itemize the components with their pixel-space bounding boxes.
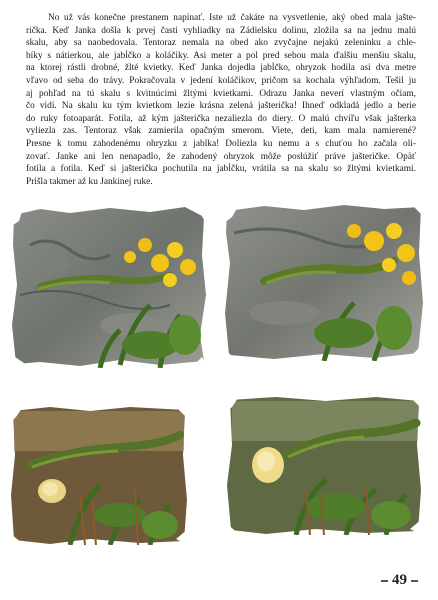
page-number-dash-left (381, 580, 388, 582)
photo-lizard-apple-1 (10, 405, 188, 545)
article-line: aj pohľad na tú skalu s kvitnúcimi žltými kvietkami. Odrazu Janka neverí vlastným očiam, (26, 88, 416, 99)
article-line: do ruky fotoaparát. Fotila, až kým jašterička nezaliezla do diery. O malú chvíľu však jašterka (26, 113, 416, 124)
article-line: fotila a fotila. Keď si jašterička pochutila na jabĺčku, vrátila sa na skalu so žltými kvietkami. (26, 164, 416, 175)
article-line: na ktorej rástli drobné, žlté kvietky. Keď Janka dojedla jabĺčko, ohryzok hodila asi dva metre (26, 63, 416, 74)
article-line: skalu, aby sa naobedovala. Tentoraz nemala na obed ako zvyčajne nejakú zeleninku a chle- (26, 38, 416, 49)
photo-lizard-apple-2 (226, 395, 422, 535)
page-number-dash-right (411, 580, 418, 582)
article-line: No už vás konečne prestanem napínať. Iste už čakáte na vysvetlenie, aký obed mala jašte- (48, 13, 416, 23)
article-line: vyliezla zas. Tentoraz však zamierila opačným smerom. Viete, deti, kam mala namierené? (26, 126, 416, 137)
lizard-on-rock-with-yellow-flowers-photo (224, 203, 424, 361)
article-text (26, 12, 416, 188)
lizard-eating-apple-core-photo (10, 405, 188, 545)
page-number-value: 49 (392, 572, 407, 588)
article-line: zovať. Janke ani len nenapadlo, že zahodený ohryzok môže poslúžiť práve jašteričke. Opäť (26, 151, 416, 162)
lizard-eating-apple-core-photo (226, 395, 422, 535)
article-line: vľavo od seba do trávy. Pokračovala v jedení koláčikov, pričom sa kochala výhľadom. Tešil ju (26, 75, 416, 86)
photo-lizard-flowers-2 (224, 203, 424, 361)
article-line: Presne k tomu zahodenému ohryzku z jablka! Doliezla ku nemu a s chuťou ho začala oli- (26, 138, 416, 149)
page-number (381, 572, 418, 589)
lizard-on-rock-with-yellow-flowers-photo (10, 205, 208, 368)
photo-lizard-flowers-1 (10, 205, 208, 368)
article-line: čo vidí. Na skalu ku tým kvietkom lezie krásna zelená jašterička! Ihneď odkladá jedlo a berie (26, 101, 416, 112)
article-line: rička. Keď Janka došla k prvej časti vyhliadky na Zádielsku dolinu, zložila sa na jednu malú (26, 25, 416, 36)
article-line: Prišla takmer až ku Jankinej ruke. (26, 176, 153, 187)
article-line: bíky s nátierkou, ale jabĺčko a koláčiky. Asi meter a pol pred sebou mala ďalšiu menšiu skalu, (26, 50, 416, 61)
